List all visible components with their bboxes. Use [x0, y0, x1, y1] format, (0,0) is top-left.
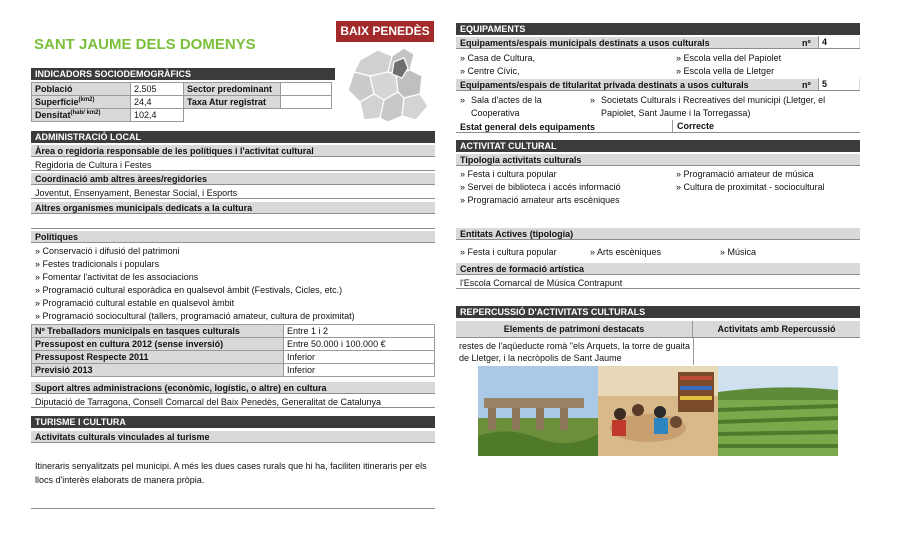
pressupost-label: Pressupost en cultura 2012 (sense inversió)	[32, 338, 284, 351]
treballadors-value: Entre 1 i 2	[284, 325, 435, 338]
classroom-photo	[598, 366, 718, 456]
page-title: SANT JAUME DELS DOMENYS	[34, 36, 256, 53]
bullet-icon: »	[460, 95, 466, 105]
politiques-label: Polítiques	[31, 231, 435, 243]
privats-label: Equipaments/espais de titularitat privada destinats a usos culturals	[460, 80, 749, 90]
col-activitats: Activitats amb Repercussió	[693, 321, 860, 338]
altres-label: Altres organismes municipals dedicats a la cultura	[31, 202, 435, 214]
socio-heading: INDICADORS SOCIODEMOGRÀFICS	[31, 68, 335, 80]
list-item: » Conservació i difusió del patrimoni	[35, 245, 435, 258]
repercussio-heading: REPERCUSSIÓ D'ACTIVITATS CULTURALS	[456, 306, 860, 318]
area-value: Regidoria de Cultura i Festes	[31, 159, 435, 171]
tipologia-right	[676, 168, 856, 194]
previsio-label: Previsió 2013	[32, 364, 284, 377]
tipologia-left	[460, 168, 670, 207]
sector-label: Sector predominant	[184, 83, 281, 96]
list-item: » Casa de Cultura,	[460, 52, 660, 65]
coord-label: Coordinació amb altres àrees/regidories	[31, 173, 435, 185]
area-label: Àrea o regidoria responsable de les polítiques i l'activitat cultural	[31, 145, 435, 157]
budget-table	[31, 324, 435, 377]
bullet-icon: »	[590, 95, 596, 105]
list-item: » Fomentar l'activitat de les associacions	[35, 271, 435, 284]
altres-value	[31, 216, 435, 229]
coord-value: Joventut, Ensenyament, Benestar Social, i Esports	[31, 187, 435, 199]
list-item: » Programació cultural esporàdica en qualsevol àmbit (Festivals, Cicles, etc.)	[35, 284, 435, 297]
politiques-list	[35, 245, 435, 323]
list-item: » Programació cultural estable en qualsevol àmbit	[35, 297, 435, 310]
respecte-label: Pressupost Respecte 2011	[32, 351, 284, 364]
poblacio-label: Població	[32, 83, 131, 96]
list-item: » Festa i cultura popular	[460, 247, 557, 257]
turisme-text: Itineraris senyalitzats pel municipi. A més les dues cases rurals que hi ha, faciliten itineraris per els llocs d'interès elaborats de manera pròpia.	[35, 461, 427, 485]
list-item: » Escola vella del Papiolet	[676, 52, 856, 65]
list-item: » Programació amateur arts escèniques	[460, 194, 670, 207]
pressupost-value: Entre 50.000 i 100.000 €	[284, 338, 435, 351]
list-item: » Servei de biblioteca i accés informació	[460, 181, 670, 194]
privat-item-2: » Societats Culturals i Recreatives del municipi (Lletger, el Papiolet, Sant Jaume i la Torregassa)	[590, 95, 826, 118]
turisme-label: Activitats culturals vinculades al turisme	[31, 431, 435, 443]
region-badge: BAIX PENEDÈS	[336, 21, 434, 42]
num-label: nº	[802, 80, 811, 90]
list-item: » Escola vella de Lletger	[676, 65, 856, 78]
densitat-unit: (hab/ km2)	[70, 110, 101, 116]
entitats-label: Entitats Actives (tipologia)	[456, 228, 860, 240]
previsio-value: Inferior	[284, 364, 435, 377]
estat-label: Estat general dels equipaments	[460, 122, 596, 132]
treballadors-label: Nº Treballadors municipals en tasques culturals	[32, 325, 284, 338]
respecte-value: Inferior	[284, 351, 435, 364]
estat-value: Correcte	[672, 120, 714, 132]
entitats-list	[460, 246, 860, 259]
patrimoni-text: restes de l'aqüeducte romà "els Arquets, la torre de guaita de Lletger, i la necròpolis de Sant Jaume	[459, 341, 691, 363]
list-item: » Música	[720, 247, 757, 257]
list-item: » Cultura de proximitat - sociocultural	[676, 181, 856, 194]
municipals-label: Equipaments/espais municipals destinats a usos culturals	[460, 38, 710, 48]
suport-value: Diputació de Tarragona, Consell Comarcal del Baix Penedès, Generalitat de Catalunya	[31, 396, 435, 408]
divider	[31, 508, 435, 509]
activitat-heading: ACTIVITAT CULTURAL	[456, 140, 860, 152]
densitat-label: Densitat	[35, 110, 71, 120]
municipals-count: 4	[818, 36, 859, 48]
superficie-value: 24,4	[131, 96, 184, 109]
municipals-left	[460, 52, 660, 78]
socio-table	[31, 82, 332, 122]
divider	[693, 338, 694, 365]
list-item: » Programació amateur de música	[676, 168, 856, 181]
estat-row	[456, 121, 860, 133]
list-item: » Programació sociocultural (tallers, programació amateur, cultura de proximitat)	[35, 310, 435, 323]
superficie-unit: (km2)	[78, 97, 95, 103]
col-patrimoni: Elements de patrimoni destacats	[456, 321, 693, 338]
list-item: » Festa i cultura popular	[460, 168, 670, 181]
poblacio-value: 2.505	[131, 83, 184, 96]
privat-item-1: » Sala d'actes de la Cooperativa	[460, 95, 542, 118]
municipals-row	[456, 37, 860, 49]
centres-value: l'Escola Comarcal de Música Contrapunt	[456, 277, 860, 289]
municipals-right	[676, 52, 856, 78]
aqueduct-photo	[478, 366, 598, 456]
superficie-label: Superfície	[35, 97, 79, 107]
centres-label: Centres de formació artística	[456, 263, 860, 275]
tipologia-label: Tipologia activitats culturals	[456, 154, 860, 166]
vineyard-photo	[718, 366, 838, 456]
privats-row	[456, 79, 860, 91]
atur-label: Taxa Atur registrat	[184, 96, 281, 109]
list-item: » Festes tradicionals i populars	[35, 258, 435, 271]
atur-value	[281, 96, 332, 109]
turisme-heading: TURISME I CULTURA	[31, 416, 435, 428]
suport-label: Suport altres administracions (econòmic, logístic, o altre) en cultura	[31, 382, 435, 394]
equip-heading: EQUIPAMENTS	[456, 23, 860, 35]
list-item: » Centre Cívic,	[460, 65, 660, 78]
num-label: nº	[802, 38, 811, 48]
admin-heading: ADMINISTRACIÓ LOCAL	[31, 131, 435, 143]
privats-count: 5	[818, 78, 859, 90]
comarca-map	[340, 42, 436, 128]
sector-value	[281, 83, 332, 96]
densitat-value: 102,4	[131, 109, 184, 122]
list-item: » Arts escèniques	[590, 247, 662, 257]
